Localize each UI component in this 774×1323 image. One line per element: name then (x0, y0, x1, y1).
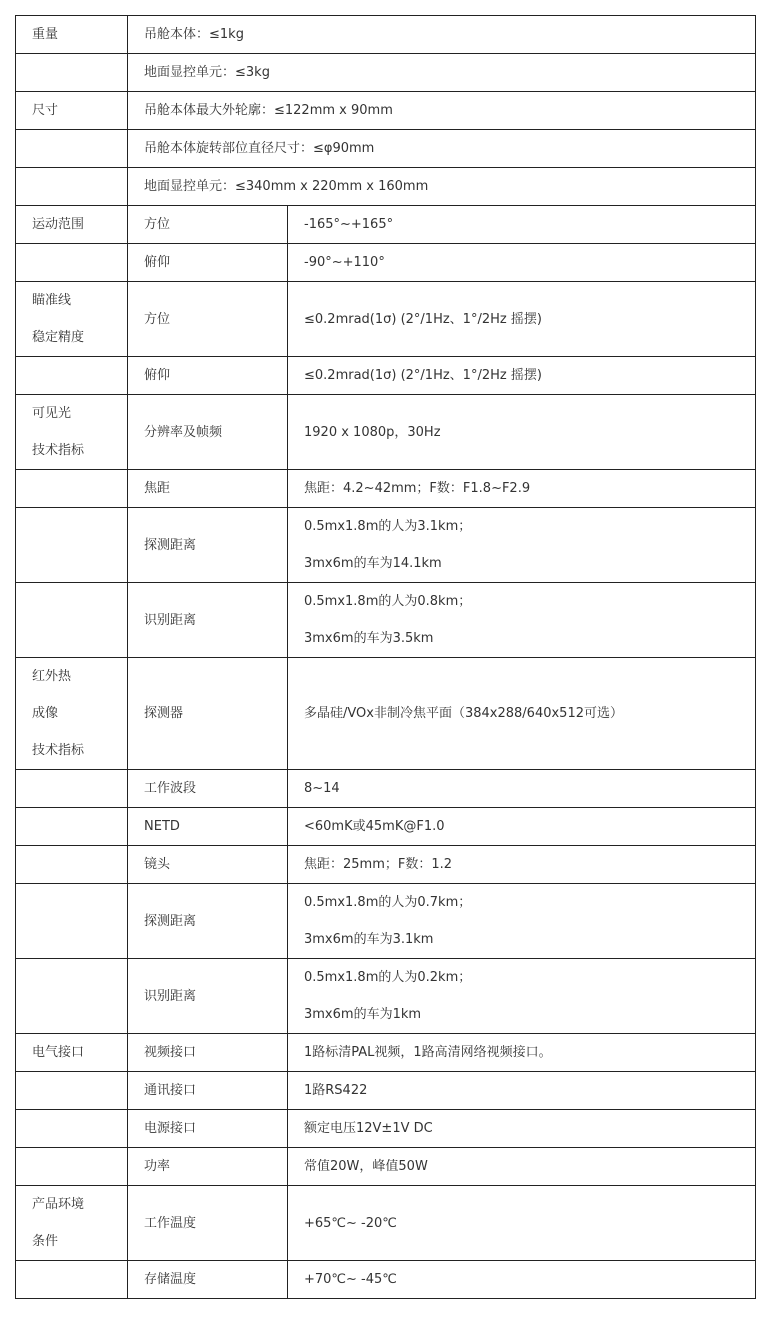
cell-text: <60mK或45mK@F1.0 (304, 819, 445, 834)
spec-item-cell (128, 470, 288, 508)
spec-value-cell (288, 244, 756, 282)
spec-item-cell (128, 1072, 288, 1110)
category-cell (16, 1186, 128, 1261)
table-row (16, 206, 756, 244)
cell-text: 工作波段 (144, 781, 197, 796)
cell-text: 重量 (32, 27, 59, 42)
spec-item-cell (128, 884, 288, 959)
cell-text: 0.5mx1.8m的人为0.2km； (304, 970, 472, 985)
cell-text: 1920 x 1080p，30Hz (304, 424, 441, 440)
spec-value-cell (288, 770, 756, 808)
cell-text: 产品环境 (32, 1197, 85, 1212)
spec-item-cell (128, 1148, 288, 1186)
cell-text: 通讯接口 (144, 1083, 197, 1098)
table-row (16, 658, 756, 770)
spec-item-cell (128, 206, 288, 244)
cell-text: 焦距：4.2~42mm；F数：F1.8~F2.9 (304, 481, 531, 496)
table-row (16, 808, 756, 846)
spec-item-cell (128, 244, 288, 282)
category-cell (16, 846, 128, 884)
cell-text: 焦距 (144, 481, 171, 496)
spec-value-cell (288, 1261, 756, 1299)
category-cell (16, 470, 128, 508)
cell-text: 探测器 (144, 706, 184, 721)
table-row (16, 508, 756, 583)
spec-item-cell (128, 583, 288, 658)
cell-text: 常值20W，峰值50W (304, 1159, 428, 1174)
table-row (16, 130, 756, 168)
cell-text: ≤0.2mrad(1σ) (2°/1Hz、1°/2Hz 摇摆) (304, 311, 542, 327)
cell-text: 可见光 (32, 406, 72, 421)
spec-value-cell (128, 54, 756, 92)
cell-text: 1路标清PAL视频，1路高清网络视频接口。 (304, 1045, 552, 1060)
cell-text: 红外热 (32, 669, 72, 684)
spec-value-cell (288, 470, 756, 508)
cell-text: 识别距离 (144, 988, 197, 1004)
table-row (16, 846, 756, 884)
category-cell (16, 959, 128, 1034)
table-row (16, 1072, 756, 1110)
spec-table-body (16, 16, 756, 1299)
spec-item-cell (128, 846, 288, 884)
cell-text: 多晶硅/VOx非制冷焦平面（384x288/640x512可选） (304, 706, 623, 721)
cell-text: 功率 (144, 1159, 171, 1174)
category-cell (16, 1034, 128, 1072)
cell-text: 俯仰 (144, 255, 171, 270)
spec-value-cell (128, 92, 756, 130)
spec-value-cell (288, 846, 756, 884)
cell-text: 工作温度 (144, 1215, 197, 1231)
table-row (16, 16, 756, 54)
cell-text: +70℃~ -45℃ (304, 1272, 397, 1287)
cell-text: 探测距离 (144, 537, 197, 553)
category-cell (16, 206, 128, 244)
cell-text: 3mx6m的车为14.1km (304, 556, 442, 571)
cell-text: 1路RS422 (304, 1083, 368, 1098)
cell-text: 运动范围 (32, 217, 85, 232)
category-cell (16, 282, 128, 357)
spec-value-cell (288, 808, 756, 846)
spec-value-cell (288, 583, 756, 658)
cell-text: 分辨率及帧频 (144, 424, 223, 440)
cell-text: 地面显控单元：≤340mm x 220mm x 160mm (144, 179, 429, 194)
spec-value-cell (288, 1186, 756, 1261)
table-row (16, 1110, 756, 1148)
table-row (16, 244, 756, 282)
spec-value-cell (288, 206, 756, 244)
spec-value-cell (128, 16, 756, 54)
cell-text: +65℃~ -20℃ (304, 1215, 397, 1231)
cell-text: 镜头 (144, 857, 171, 872)
cell-text: 条件 (32, 1234, 59, 1249)
spec-item-cell (128, 658, 288, 770)
cell-text: 0.5mx1.8m的人为0.7km； (304, 895, 472, 910)
cell-text: 方位 (144, 217, 171, 232)
cell-text: -90°~+110° (304, 255, 385, 270)
spec-value-cell (288, 884, 756, 959)
cell-text: NETD (144, 819, 180, 834)
cell-text: 3mx6m的车为1km (304, 1007, 422, 1022)
cell-text: 8~14 (304, 781, 340, 796)
category-cell (16, 244, 128, 282)
category-cell (16, 583, 128, 658)
spec-value-cell (288, 395, 756, 470)
cell-text: 技术指标 (32, 743, 85, 758)
category-cell (16, 168, 128, 206)
spec-value-cell (288, 959, 756, 1034)
table-row (16, 54, 756, 92)
table-row (16, 1261, 756, 1299)
category-cell (16, 770, 128, 808)
category-cell (16, 1072, 128, 1110)
category-cell (16, 658, 128, 770)
category-cell (16, 16, 128, 54)
cell-text: 成像 (32, 706, 59, 721)
spec-item-cell (128, 808, 288, 846)
spec-item-cell (128, 1261, 288, 1299)
category-cell (16, 92, 128, 130)
spec-item-cell (128, 357, 288, 395)
spec-value-cell (288, 508, 756, 583)
spec-item-cell (128, 1034, 288, 1072)
cell-text: 额定电压12V±1V DC (304, 1121, 433, 1136)
table-row (16, 583, 756, 658)
cell-text: 视频接口 (144, 1045, 197, 1060)
category-cell (16, 130, 128, 168)
spec-item-cell (128, 1110, 288, 1148)
cell-text: 3mx6m的车为3.1km (304, 932, 434, 947)
table-row (16, 770, 756, 808)
cell-text: 吊舱本体：≤1kg (144, 27, 244, 42)
cell-text: 技术指标 (32, 443, 85, 458)
cell-text: 瞄准线 (32, 293, 72, 308)
cell-text: 焦距：25mm；F数：1.2 (304, 857, 453, 872)
spec-item-cell (128, 770, 288, 808)
cell-text: ≤0.2mrad(1σ) (2°/1Hz、1°/2Hz 摇摆) (304, 368, 542, 383)
cell-text: 吊舱本体旋转部位直径尺寸：≤φ90mm (144, 141, 375, 156)
category-cell (16, 357, 128, 395)
table-row (16, 357, 756, 395)
cell-text: 存储温度 (144, 1272, 197, 1287)
category-cell (16, 884, 128, 959)
spec-item-cell (128, 1186, 288, 1261)
spec-value-cell (128, 130, 756, 168)
table-row (16, 1148, 756, 1186)
spec-value-cell (288, 357, 756, 395)
spec-table (15, 15, 756, 1299)
category-cell (16, 1261, 128, 1299)
spec-value-cell (288, 1072, 756, 1110)
spec-value-cell (288, 1110, 756, 1148)
category-cell (16, 1110, 128, 1148)
table-row (16, 92, 756, 130)
table-row (16, 884, 756, 959)
cell-text: 3mx6m的车为3.5km (304, 631, 434, 646)
spec-item-cell (128, 508, 288, 583)
spec-value-cell (288, 1034, 756, 1072)
table-row (16, 1186, 756, 1261)
spec-value-cell (128, 168, 756, 206)
table-row (16, 282, 756, 357)
table-row (16, 470, 756, 508)
cell-text: 方位 (144, 311, 171, 327)
cell-text: 尺寸 (32, 103, 59, 118)
cell-text: 电源接口 (144, 1121, 197, 1136)
cell-text: 地面显控单元：≤3kg (144, 65, 270, 80)
spec-item-cell (128, 282, 288, 357)
cell-text: 俯仰 (144, 368, 171, 383)
cell-text: 稳定精度 (32, 330, 85, 345)
spec-value-cell (288, 658, 756, 770)
cell-text: 识别距离 (144, 612, 197, 628)
spec-value-cell (288, 282, 756, 357)
table-row (16, 1034, 756, 1072)
cell-text: 吊舱本体最大外轮廓：≤122mm x 90mm (144, 103, 393, 118)
category-cell (16, 54, 128, 92)
category-cell (16, 1148, 128, 1186)
cell-text: 0.5mx1.8m的人为3.1km； (304, 519, 472, 534)
category-cell (16, 808, 128, 846)
spec-item-cell (128, 395, 288, 470)
table-row (16, 395, 756, 470)
cell-text: 0.5mx1.8m的人为0.8km； (304, 594, 472, 609)
cell-text: 探测距离 (144, 913, 197, 929)
category-cell (16, 395, 128, 470)
table-row (16, 168, 756, 206)
table-row (16, 959, 756, 1034)
spec-value-cell (288, 1148, 756, 1186)
spec-item-cell (128, 959, 288, 1034)
category-cell (16, 508, 128, 583)
cell-text: 电气接口 (32, 1045, 85, 1060)
cell-text: -165°~+165° (304, 217, 394, 232)
